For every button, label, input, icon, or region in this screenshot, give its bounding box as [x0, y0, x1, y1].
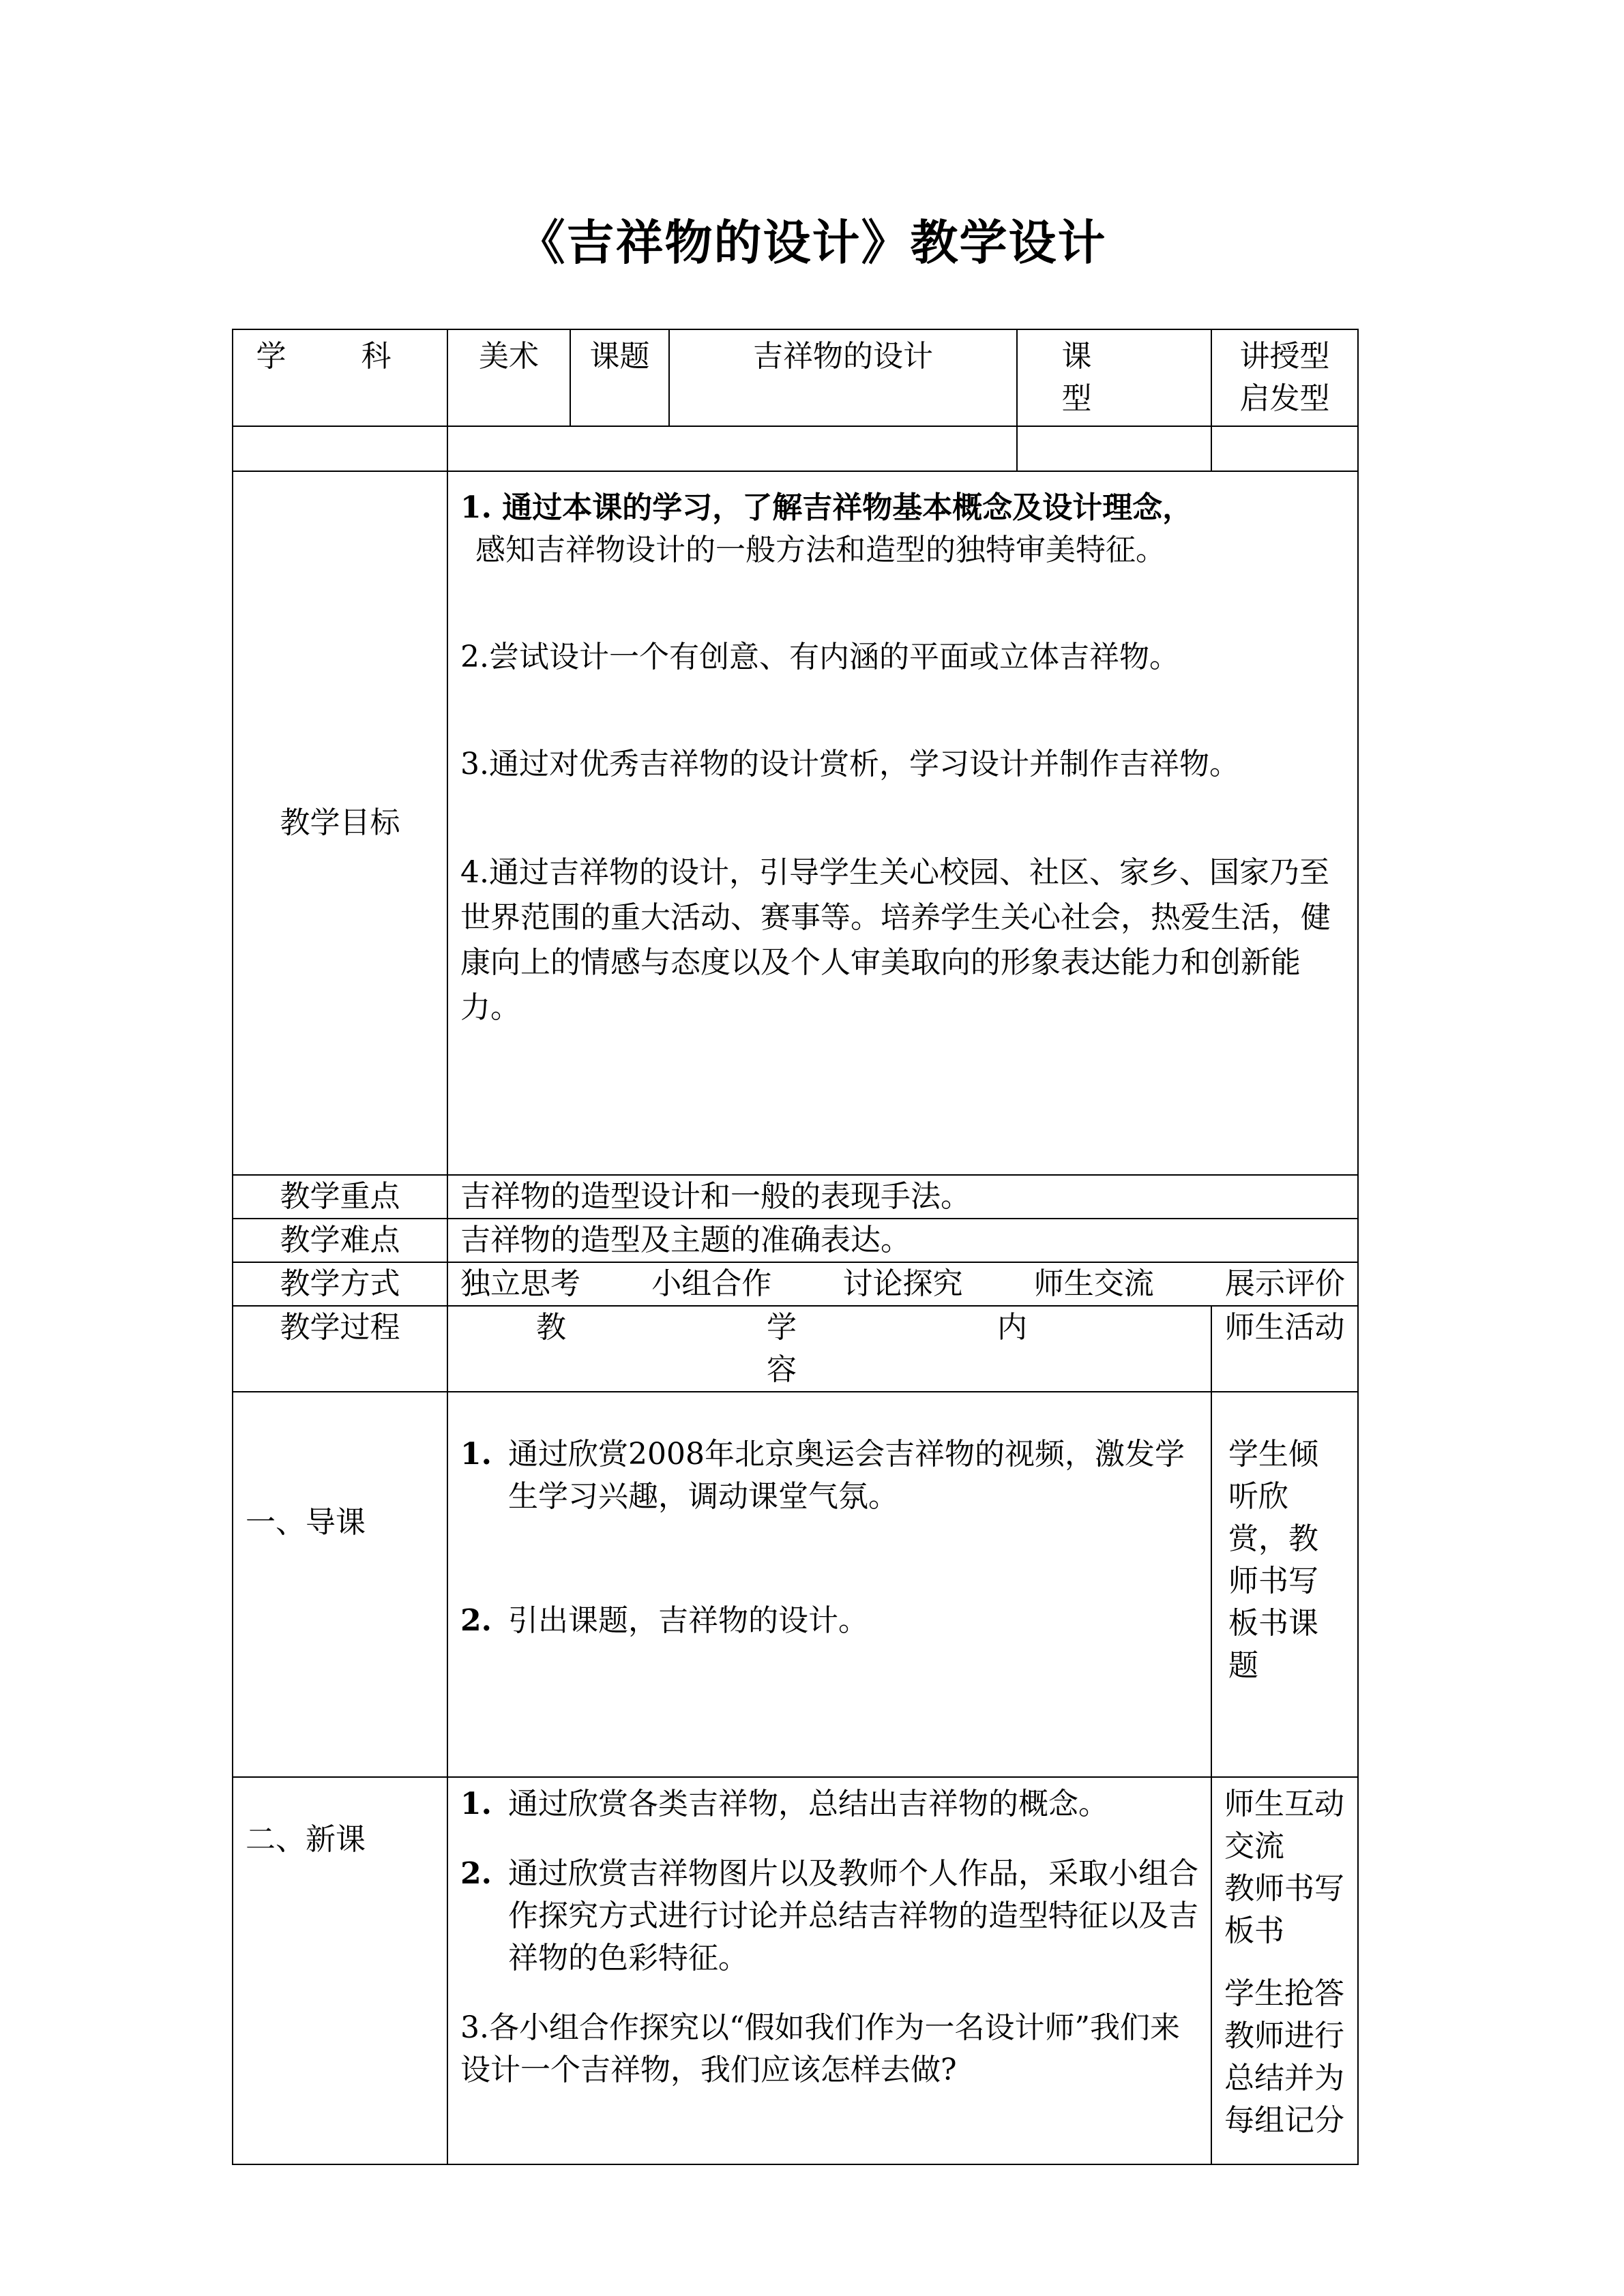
new-lesson-item-1	[460, 1783, 1198, 1825]
new-lesson-label: 二、新课	[233, 1777, 447, 2164]
objective-1-line-2: 感知吉祥物设计的一般方法和造型的独特审美特征。	[475, 533, 1166, 567]
objective-4: 4.通过吉祥物的设计，引导学生关心校园、社区、家乡、国家乃至世界范围的重大活动、赛事等。培养学生关心社会，热爱生活，健康向上的情感与态度以及个人审美取向的形象表达能力和创新能力。	[460, 855, 1331, 1025]
objectives-row	[233, 471, 1358, 1175]
type-label-cell	[1017, 329, 1211, 426]
methods-value	[447, 1262, 1358, 1306]
content-label-cell	[447, 1306, 1211, 1392]
key-points-label: 教学重点	[233, 1175, 447, 1219]
header-row	[233, 329, 1358, 426]
objectives-content	[447, 471, 1358, 1175]
method-item: 独立思考	[460, 1266, 580, 1301]
intro-item-2	[460, 1600, 1198, 1642]
difficulties-value: 吉祥物的造型及主题的准确表达。	[447, 1219, 1358, 1262]
intro-content	[447, 1392, 1211, 1777]
intro-item-1-num: 1.	[460, 1437, 492, 1472]
new-lesson-item-2	[460, 1853, 1198, 1980]
key-points-value: 吉祥物的造型设计和一般的表现手法。	[447, 1175, 1358, 1219]
new-lesson-item-3: 3.各小组合作探究以“假如我们作为一名设计师”我们来设计一个吉祥物，我们应该怎样去做?	[460, 2010, 1180, 2087]
type-value-2: 启发型	[1239, 381, 1330, 416]
new-lesson-item-1-num: 1.	[460, 1787, 492, 1821]
topic-value: 吉祥物的设计	[669, 329, 1017, 426]
new-lesson-activity-2: 教师书写板书	[1224, 1871, 1344, 1948]
objectives-label: 教学目标	[233, 471, 447, 1175]
new-lesson-activity-3: 学生抢答教师进行总结并为每组记分	[1224, 1976, 1344, 2138]
content-label: 教 学 内 容	[536, 1310, 1123, 1387]
difficulties-row	[233, 1219, 1358, 1262]
lesson-plan-table	[232, 329, 1359, 2165]
new-lesson-content	[447, 1777, 1211, 2164]
methods-row	[233, 1262, 1358, 1306]
process-label: 教学过程	[233, 1306, 447, 1392]
new-lesson-row	[233, 1777, 1358, 2164]
new-lesson-item-2-text: 通过欣赏吉祥物图片以及教师个人作品，采取小组合作探究方式进行讨论并总结吉祥物的造型特征以及吉祥物的色彩特征。	[508, 1856, 1198, 1976]
objective-3: 3.通过对优秀吉祥物的设计赏析，学习设计并制作吉祥物。	[460, 747, 1239, 781]
type-label: 课 型	[1061, 339, 1167, 416]
topic-label: 课题	[570, 329, 669, 426]
subject-value: 美术	[447, 329, 570, 426]
new-lesson-activity	[1211, 1777, 1358, 2164]
method-item: 小组合作	[651, 1266, 772, 1301]
new-lesson-item-1-text: 通过欣赏各类吉祥物，总结出吉祥物的概念。	[508, 1787, 1108, 1821]
process-header-row	[233, 1306, 1358, 1392]
method-item: 讨论探究	[842, 1266, 963, 1301]
new-lesson-activity-1: 师生互动交流	[1224, 1787, 1344, 1864]
blank-row	[233, 426, 1358, 471]
objective-1-line-1: 1. 通过本课的学习，了解吉祥物基本概念及设计理念，	[460, 490, 1193, 525]
objective-2: 2.尝试设计一个有创意、有内涵的平面或立体吉祥物。	[460, 640, 1179, 674]
blank-cell-1	[233, 426, 447, 471]
subject-label: 学 科	[256, 339, 424, 374]
type-value-1: 讲授型	[1239, 339, 1330, 374]
method-item: 展示评价	[1225, 1266, 1345, 1301]
key-points-row	[233, 1175, 1358, 1219]
method-item: 师生交流	[1033, 1266, 1154, 1301]
blank-cell-3	[1017, 426, 1211, 471]
difficulties-label: 教学难点	[233, 1219, 447, 1262]
type-value-cell	[1211, 329, 1358, 426]
page-title: 《吉祥物的设计》教学设计	[517, 214, 1107, 271]
methods-label: 教学方式	[233, 1262, 447, 1306]
intro-activity: 学生倾听欣赏，教师书写板书课题	[1211, 1392, 1358, 1777]
activity-label: 师生活动	[1211, 1306, 1358, 1392]
intro-item-1-text: 通过欣赏2008年北京奥运会吉祥物的视频，激发学生学习兴趣，调动课堂气氛。	[508, 1437, 1185, 1514]
intro-item-1	[460, 1433, 1198, 1518]
blank-cell-2	[447, 426, 1017, 471]
new-lesson-item-2-num: 2.	[460, 1856, 492, 1891]
intro-label: 一、导课	[233, 1392, 447, 1777]
intro-item-2-num: 2.	[460, 1603, 492, 1638]
subject-label-cell	[233, 329, 447, 426]
intro-item-2-text: 引出课题，吉祥物的设计。	[508, 1603, 868, 1638]
blank-cell-4	[1211, 426, 1358, 471]
intro-row	[233, 1392, 1358, 1777]
